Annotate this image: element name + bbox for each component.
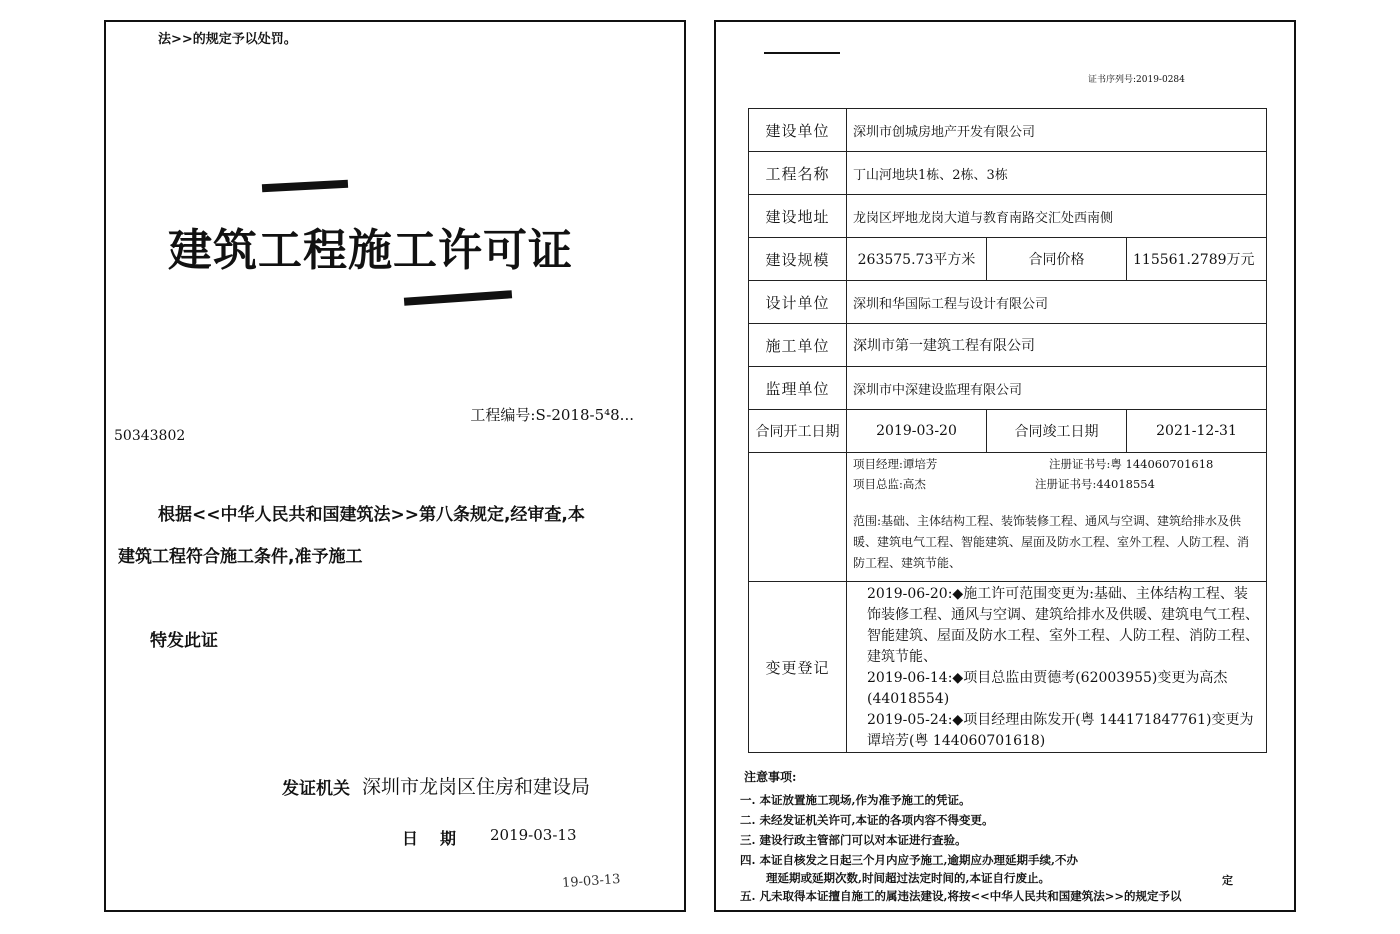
construction-address-label: 建设地址 (749, 195, 847, 238)
change-entry-3: 2019-05-24:◆项目经理由陈发开(粤 144171847761)变更为谭培芳(粤 144060701618) (867, 712, 1254, 749)
project-number-extra: 50343802 (114, 428, 186, 444)
change-entry-2: 2019-06-14:◆项目总监由贾德考(62003955)变更为高杰(44018554) (867, 670, 1228, 707)
stamp-date: 19-03-13 (561, 871, 621, 892)
builder-label: 施工单位 (749, 324, 847, 367)
manager-row (853, 457, 1260, 477)
project-name-label: 工程名称 (749, 152, 847, 195)
chief-supervisor-cert: 注册证书号:44018554 (1035, 477, 1155, 491)
redaction-mark (404, 290, 512, 306)
permit-title: 建筑工程施工许可证 (168, 225, 573, 276)
construction-unit-label: 建设单位 (749, 109, 847, 152)
scan-artifact (764, 52, 840, 54)
scope-text: 范围:基础、主体结构工程、装饰装修工程、通风与空调、建筑给排水及供暖、建筑电气工程、智能建筑、屋面及防水工程、室外工程、人防工程、消防工程、建筑节能、 (853, 514, 1250, 570)
project-name-value: 丁山河地块1栋、2栋、3栋 (847, 152, 1267, 195)
manager-cert: 注册证书号:粤 144060701618 (1049, 457, 1214, 471)
table-row (749, 238, 1267, 281)
issuer-value: 深圳市龙岗区住房和建设局 (362, 776, 591, 798)
table-row (749, 410, 1267, 453)
design-unit-label: 设计单位 (749, 281, 847, 324)
personnel-cell (847, 453, 1267, 582)
table-row (749, 453, 1267, 582)
permit-cover-page (104, 20, 686, 912)
end-date-label: 合同竣工日期 (987, 410, 1127, 453)
notes-title: 注意事项: (744, 770, 797, 784)
change-cell (847, 582, 1267, 753)
project-number: 工程编号:S-2018-5⁴8... (470, 406, 634, 424)
construction-unit-value: 深圳市创城房地产开发有限公司 (847, 109, 1267, 152)
contract-price-value: 115561.2789万元 (1127, 238, 1267, 281)
table-row (749, 367, 1267, 410)
end-date-value: 2021-12-31 (1127, 410, 1267, 453)
note-item: 五. 凡未取得本证擅自施工的属违法建设,将按<<中华人民共和国建筑法>>的规定予以 (740, 889, 1182, 903)
start-date-value: 2019-03-20 (847, 410, 987, 453)
table-row (749, 281, 1267, 324)
table-row (749, 152, 1267, 195)
permit-info-table (748, 108, 1267, 753)
builder-value: 深圳市第一建筑工程有限公司 (847, 324, 1267, 367)
supervisor-value: 深圳市中深建设监理有限公司 (847, 367, 1267, 410)
note-item: 三. 建设行政主管部门可以对本证进行查验。 (740, 833, 967, 847)
personnel-label (749, 453, 847, 582)
table-row (749, 109, 1267, 152)
table-row (749, 582, 1267, 753)
legal-text-line1: 根据<<中华人民共和国建筑法>>第八条规定,经审查,本 (158, 505, 585, 525)
change-label: 变更登记 (749, 582, 847, 753)
note-item: 四. 本证自核发之日起三个月内应予施工,逾期应办理延期手续,不办 (740, 853, 1079, 867)
permit-detail-page (714, 20, 1296, 912)
note-item: 二. 未经发证机关许可,本证的各项内容不得变更。 (740, 813, 994, 827)
stamp-fragment: 定 (1222, 874, 1233, 887)
scale-value: 263575.73平方米 (847, 238, 987, 281)
scale-label: 建设规模 (749, 238, 847, 281)
manager-line: 项目经理:谭培芳 (853, 457, 938, 471)
issuer-label: 发证机关 (282, 779, 350, 799)
chief-supervisor-row (853, 477, 1260, 491)
supervisor-label: 监理单位 (749, 367, 847, 410)
construction-address-value: 龙岗区坪地龙岗大道与教育南路交汇处西南侧 (847, 195, 1267, 238)
design-unit-value: 深圳和华国际工程与设计有限公司 (847, 281, 1267, 324)
chief-supervisor-line: 项目总监:高杰 (853, 477, 926, 491)
table-row (749, 195, 1267, 238)
date-label: 日期 (402, 829, 479, 848)
start-date-label: 合同开工日期 (749, 410, 847, 453)
note-item-continued: 理延期或延期次数,时间超过法定时间的,本证自行废止。 (766, 871, 1051, 885)
issue-statement: 特发此证 (150, 631, 218, 651)
redaction-mark (262, 180, 348, 192)
table-row (749, 324, 1267, 367)
contract-price-label: 合同价格 (987, 238, 1127, 281)
legal-text-line2: 建筑工程符合施工条件,准予施工 (118, 547, 363, 567)
issue-date: 2019-03-13 (490, 826, 577, 844)
serial-number: 证书序列号:2019-0284 (1088, 75, 1185, 85)
top-note: 法>>的规定予以处罚。 (158, 32, 297, 47)
change-entry-1: 2019-06-20:◆施工许可范围变更为:基础、主体结构工程、装饰装修工程、通风与空调、建筑给排水及供暖、建筑电气工程、智能建筑、屋面及防水工程、室外工程、人防工程、消防工程、建筑节能、 (867, 586, 1259, 665)
note-item: 一. 本证放置施工现场,作为准予施工的凭证。 (740, 793, 971, 807)
